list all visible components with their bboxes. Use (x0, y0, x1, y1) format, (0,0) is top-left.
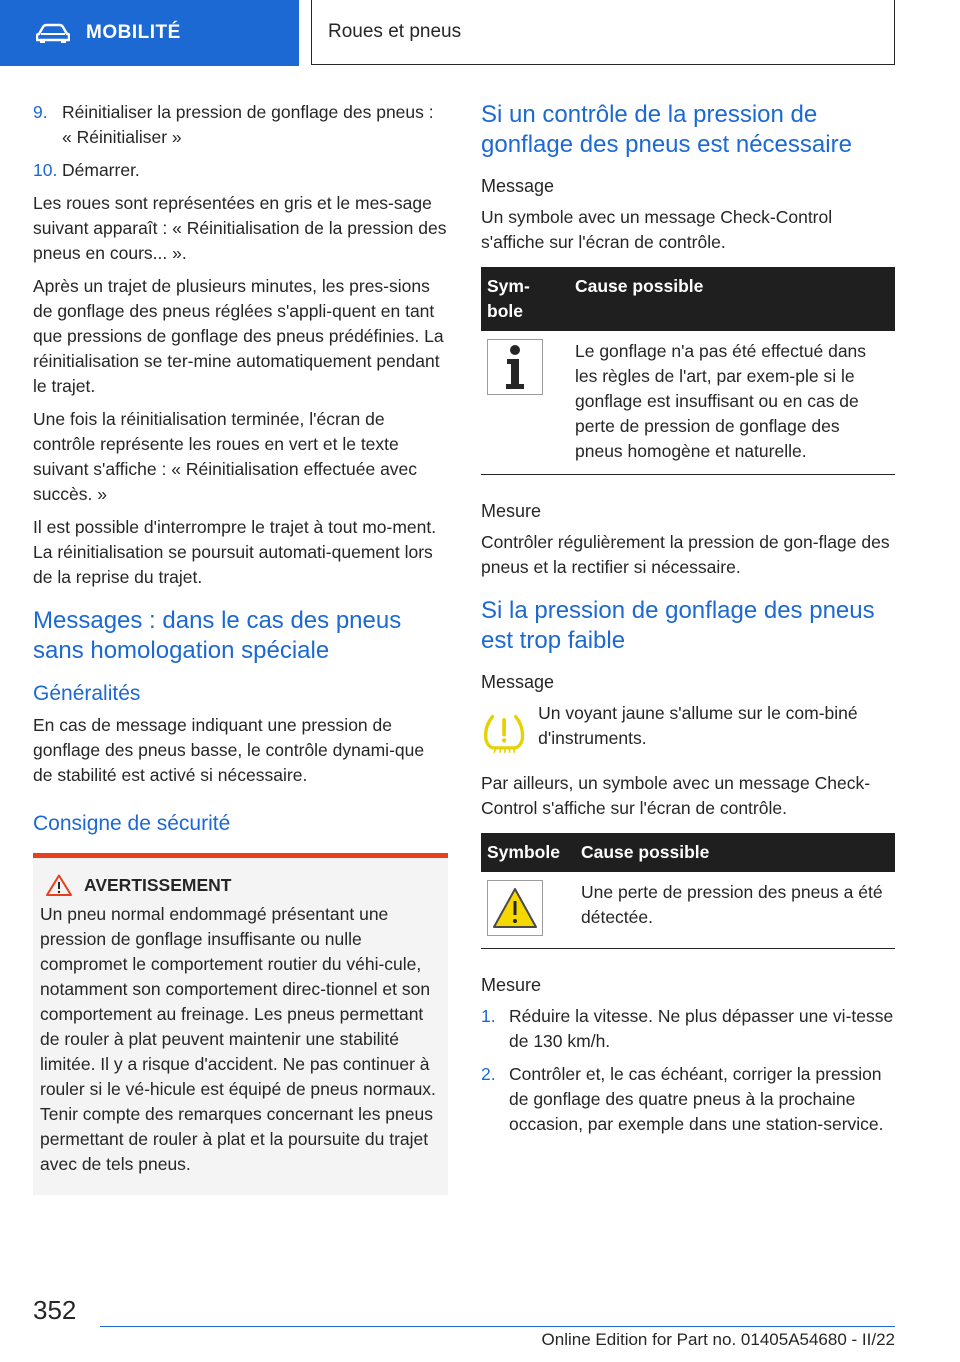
list-text: Réduire la vitesse. Ne plus dépasser une vi-tesse de 130 km/h. (509, 1006, 894, 1051)
tire-pressure-warning-icon (481, 705, 527, 761)
section-heading: Messages : dans le cas des pneus sans homologation spéciale (33, 607, 402, 664)
paragraph: Par ailleurs, un symbole avec un message Check-Control s'affiche sur l'écran de contrôle. (481, 773, 871, 818)
label-measure: Mesure (481, 975, 542, 995)
label-message: Message (481, 672, 555, 692)
footer-divider (100, 1326, 895, 1327)
chapter-title: Roues et pneus (328, 21, 462, 42)
subsection-heading: Généralités (33, 682, 141, 705)
table-row (481, 331, 895, 475)
paragraph: Un symbole avec un message Check-Control s'affiche sur l'écran de contrôle. (481, 207, 833, 252)
list-item (33, 100, 448, 150)
list-number: 2. (481, 1064, 496, 1084)
section-title: MOBILITÉ (86, 22, 181, 43)
subsection-heading: Consigne de sécurité (33, 812, 231, 835)
label-message: Message (481, 176, 555, 196)
list-text: Contrôler et, le cas échéant, corriger la pression de gonflage des quatre pneus à la prochaine occasion, par exemple dans une station-service. (509, 1064, 884, 1134)
table-header-symbol: Sym-bole (481, 267, 569, 331)
table-header-symbol: Symbole (481, 833, 575, 872)
section-heading: Si la pression de gonflage des pneus est trop faible (481, 597, 875, 654)
paragraph: Contrôler régulièrement la pression de gon-flage des pneus et la rectifier si nécessaire. (481, 532, 890, 577)
table-row (481, 872, 895, 949)
warning-title-row (46, 874, 440, 896)
symbol-table (481, 833, 895, 949)
indicator-text: Un voyant jaune s'allume sur le com-biné d'instruments. (538, 703, 858, 748)
footer-edition: Online Edition for Part no. 01405A54680 - II/22 (541, 1330, 895, 1349)
table-cell-cause: Une perte de pression des pneus a été détectée. (575, 872, 895, 949)
list-number: 1. (481, 1006, 496, 1026)
list-item (481, 1004, 895, 1054)
paragraph: Il est possible d'interrompre le trajet à tout mo-ment. La réinitialisation se poursuit automati-quement lors de la reprise du trajet. (33, 517, 437, 587)
paragraph: Les roues sont représentées en gris et le mes-sage suivant apparaît : « Réinitialisation de la pression des pneus en cours... ». (33, 193, 447, 263)
indicator-row (481, 701, 895, 761)
table-cell-cause: Le gonflage n'a pas été effectué dans les règles de l'art, par exem-ple si le gonflage est insuffisant ou en cas de perte de pression de gonflage des pneus homogène et naturelle. (569, 331, 895, 475)
warning-title: AVERTISSEMENT (84, 874, 232, 895)
symbol-table (481, 267, 895, 475)
list-number: 9. (33, 102, 48, 122)
list-text: Réinitialiser la pression de gonflage des pneus : « Réinitialiser » (62, 102, 434, 147)
paragraph: En cas de message indiquant une pression de gonflage des pneus basse, le contrôle dynami-que de stabilité est activé si nécessaire. (33, 715, 425, 785)
right-column (481, 100, 895, 1145)
warning-text: Un pneu normal endommagé présentant une pression de gonflage insuffisante ou nulle compromet le comportement routier du véhi-cule, notamment son comportement direc-tionnel et son comportement au freinage. Les pneus permettant de rouler à plat peuvent maintenir une stabilité limitée. Il y a risque d'accident. Ne pas continuer à rouler si le vé-hicule est équipé de pneus normaux. Tenir compte des remarques concernant les pneus permettant de rouler à plat et la poursuite du trajet avec de tels pneus. (40, 904, 436, 1174)
warning-triangle-icon (46, 874, 72, 896)
info-icon (487, 339, 543, 395)
table-header-cause: Cause possible (569, 267, 895, 331)
warning-triangle-icon (487, 880, 543, 936)
section-tab (0, 0, 299, 66)
table-header-cause: Cause possible (575, 833, 895, 872)
paragraph: Une fois la réinitialisation terminée, l'écran de contrôle représente les roues en vert et le texte suivant s'affiche : « Réinitialisation effectuée avec succès. » (33, 409, 418, 504)
section-heading: Si un contrôle de la pression de gonflage des pneus est nécessaire (481, 101, 852, 158)
list-number: 10. (33, 160, 58, 180)
warning-box (33, 853, 448, 1195)
car-icon (36, 23, 70, 43)
list-item (33, 158, 448, 183)
left-column (33, 100, 448, 1195)
list-text: Démarrer. (62, 160, 140, 180)
paragraph: Après un trajet de plusieurs minutes, les pres-sions de gonflage des pneus réglées s'appli-quent en tant que pressions de gonflage des pneus prédéfinies. La réinitialisation se ter-mine automatiquement pendant le trajet. (33, 276, 444, 396)
page-number: 352 (33, 1295, 77, 1325)
list-item (481, 1062, 895, 1137)
chapter-header (311, 0, 895, 65)
label-measure: Mesure (481, 501, 542, 521)
